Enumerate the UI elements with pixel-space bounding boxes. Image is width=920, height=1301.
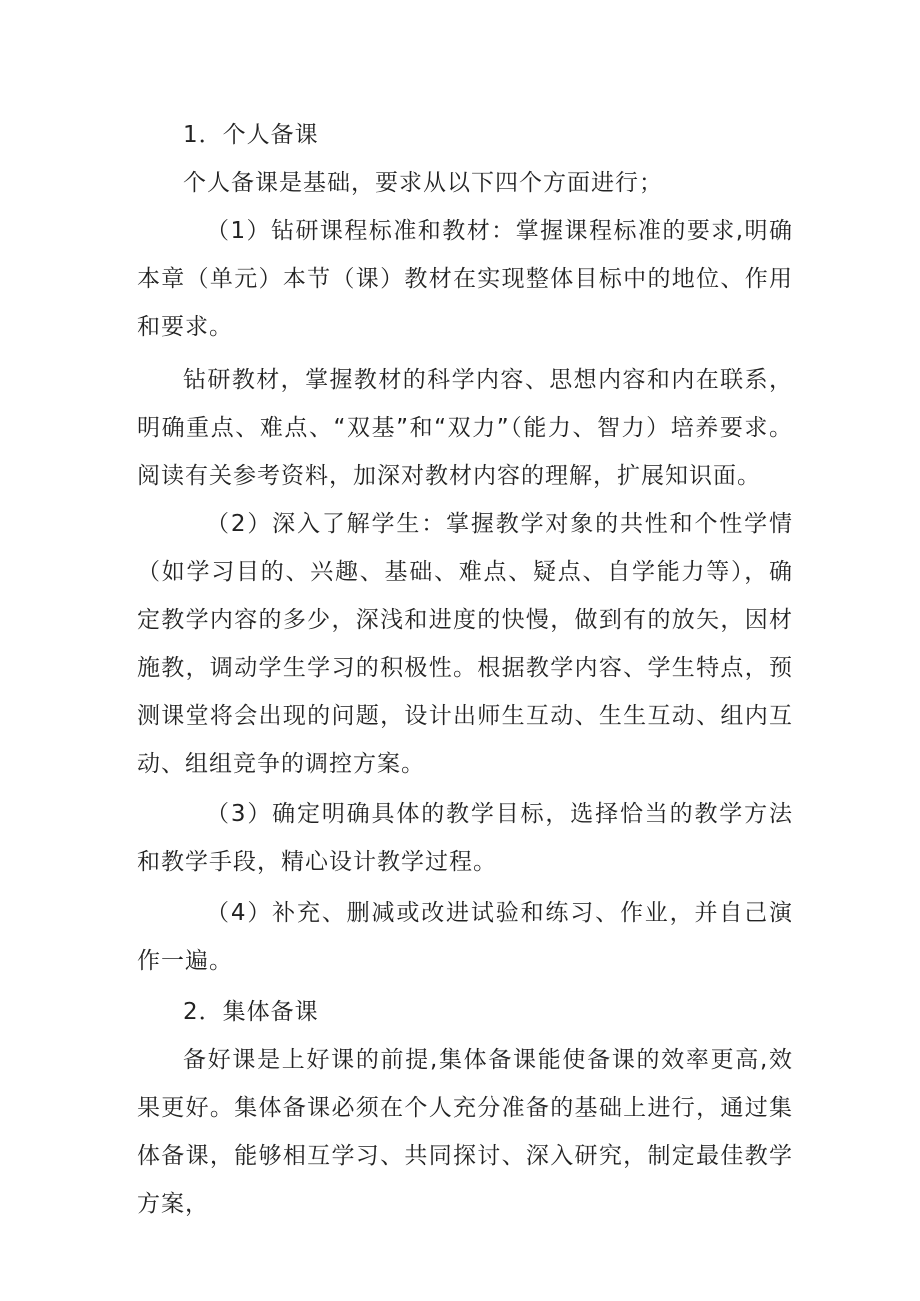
item-3-block [137,790,793,886]
section-heading-group-prep: 2．集体备课 [183,999,319,1025]
item-4-block [137,889,793,985]
paragraph-item-3: （3）确定明确具体的教学目标，选择恰当的教学方法和教学手段，精心设计教学过程。 [137,801,793,875]
section-1-body [137,159,793,207]
paragraph-group-prep: 备好课是上好课的前提,集体备课能使备课的效率更高,效果更好。集体备课必须在个人充分准备的基础上进行，通过集体备课，能够相互学习、共同探讨、深入研究，制定最佳教学方案， [137,1047,793,1217]
item-1-detail-block [137,356,793,500]
paragraph-intro: 个人备课是基础，要求从以下四个方面进行； [183,170,663,196]
paragraph-item-1-detail: 钻研教材，掌握教材的科学内容、思想内容和内在联系，明确重点、难点、“双基”和“双力”（能力、智力）培养要求。阅读有关参考资料，加深对教材内容的理解，扩展知识面。 [137,367,793,489]
paragraph-item-2: （2）深入了解学生：掌握教学对象的共性和个性学情（如学习目的、兴趣、基础、难点、疑点、自学能力等），确定教学内容的多少，深浅和进度的快慢，做到有的放矢，因材施教，调动学生学习的积极性。根据教学内容、学生特点，预测课堂将会出现的问题，设计出师生互动、生生互动、组内互动、组组竞争的调控方案。 [137,511,793,777]
paragraph-item-1: （1）钻研课程标准和教材：掌握课程标准的要求,明确本章（单元）本节（课）教材在实现整体目标中的地位、作用和要求。 [137,218,793,340]
section-heading-personal-prep: 1．个人备课 [183,122,319,148]
item-1-block [137,207,793,351]
section-2-body [137,1036,793,1228]
item-2-block [137,500,793,788]
paragraph-item-4: （4）补充、删减或改进试验和练习、作业，并自己演作一遍。 [137,900,793,974]
